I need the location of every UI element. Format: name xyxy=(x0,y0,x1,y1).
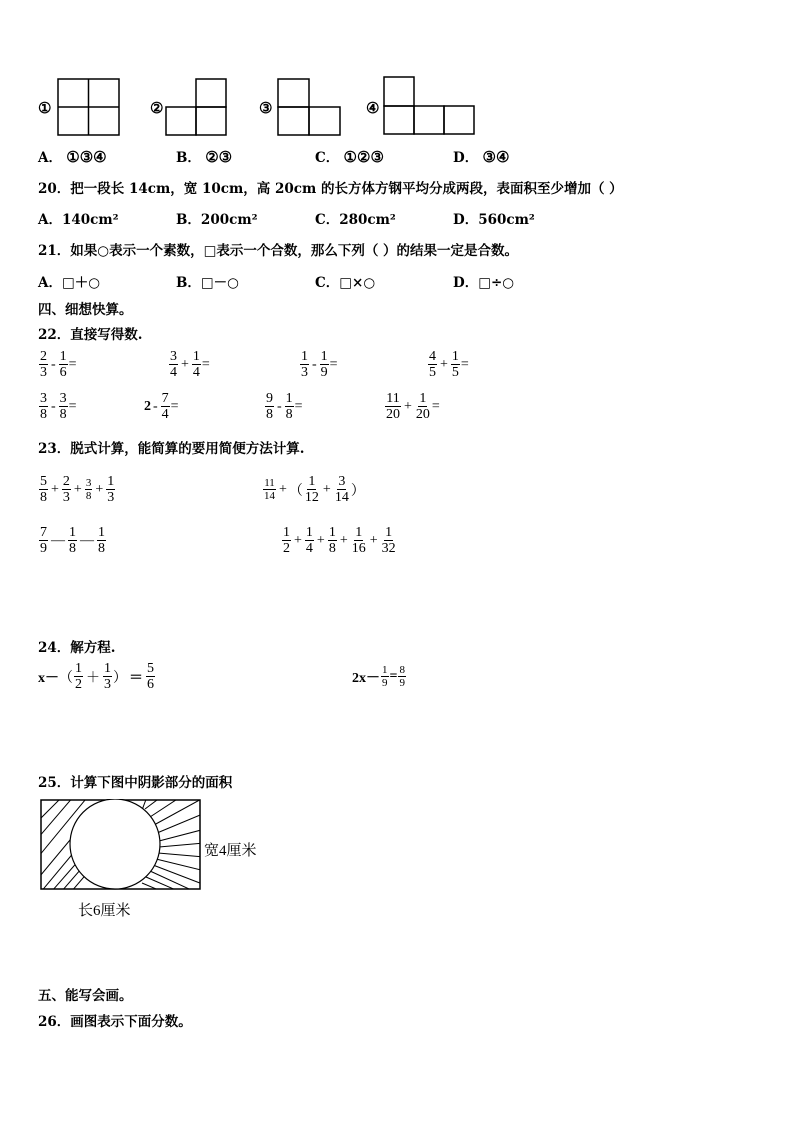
q23-expression-1: $\frac{5}{8}$ + $\frac{2}{3}$ + $\frac{3}{8}$ + $\frac{1}{3}$ xyxy=(40,474,115,505)
fraction: $\frac{1}{8}$ xyxy=(328,525,336,556)
section-4-heading: 四、细想快算。 xyxy=(38,302,133,318)
q24-equation-1: x－ （ $\frac{1}{2}$ ＋ $\frac{1}{3}$ ） ＝ $\frac{5}{6}$ xyxy=(38,661,154,692)
fraction: $\frac{1}{2}$ xyxy=(283,525,290,556)
fraction: $\frac{2}{3}$ xyxy=(62,474,70,505)
fraction: $\frac{1}{8}$ xyxy=(69,525,76,556)
figure-4-grid xyxy=(383,76,477,136)
q24-stem: 24．解方程. xyxy=(38,640,116,656)
fraction: $\frac{2}{3}$ xyxy=(40,349,47,380)
q23-stem: 23．脱式计算，能简算的要用简便方法计算. xyxy=(38,441,305,457)
shaded-rectangle-figure xyxy=(40,799,202,891)
q20-option-c[interactable]: C．280cm² xyxy=(315,212,396,228)
q20-option-a[interactable]: A．140cm² xyxy=(38,212,119,228)
figure-label-4: ④ xyxy=(366,99,380,117)
q20-stem: 20．把一段长 14cm，宽 10cm，高 20cm 的长方体方钢平均分成两段，表面积至少增加（ ） xyxy=(38,181,623,197)
fraction: $\frac{3}{8}$ xyxy=(85,477,92,502)
length-label: 长6厘米 xyxy=(78,903,131,919)
fraction: $\frac{1}{5}$ xyxy=(451,349,459,380)
fraction: $\frac{1}{16}$ xyxy=(351,525,366,556)
fraction: $\frac{1}{9}$ xyxy=(382,664,388,689)
fraction: $\frac{3}{8}$ xyxy=(40,391,47,422)
q22-item-4: $\frac{4}{5}$ + $\frac{1}{5}$ = xyxy=(429,349,469,380)
q21-option-b[interactable]: B．□－○ xyxy=(176,275,239,291)
fraction: $\frac{4}{5}$ xyxy=(429,349,436,380)
q19-option-b[interactable]: B． ②③ xyxy=(176,148,233,166)
fraction: $\frac{1}{3}$ xyxy=(301,349,308,380)
q22-item-3: $\frac{1}{3}$ - $\frac{1}{9}$ = xyxy=(301,349,338,380)
q21-stem: 21．如果○表示一个素数，□表示一个合数，那么下列（ ）的结果一定是合数。 xyxy=(38,243,519,259)
q24-equation-2: 2x－ $\frac{1}{9}$ = $\frac{8}{9}$ xyxy=(352,664,405,689)
fraction: $\frac{1}{6}$ xyxy=(59,349,67,380)
q20-option-d[interactable]: D．560cm² xyxy=(453,212,535,228)
q21-option-c[interactable]: C．□×○ xyxy=(315,275,376,291)
q22-item-6: 2 - $\frac{7}{4}$ = xyxy=(144,391,179,422)
figure-3-grid xyxy=(277,78,343,136)
fraction: $\frac{3}{14}$ xyxy=(334,474,349,505)
figure-label-1: ① xyxy=(38,99,52,117)
fraction: $\frac{11}{14}$ xyxy=(264,477,275,502)
q22-item-1: $\frac{2}{3}$ - $\frac{1}{6}$ = xyxy=(40,349,77,380)
q26-stem: 26．画图表示下面分数。 xyxy=(38,1014,192,1030)
fraction: $\frac{11}{20}$ xyxy=(386,391,400,422)
q23-expression-3: $\frac{7}{9}$ — $\frac{1}{8}$ — $\frac{1}{8}$ xyxy=(40,525,105,556)
fraction: $\frac{5}{6}$ xyxy=(147,661,154,692)
fraction: $\frac{8}{9}$ xyxy=(399,664,405,689)
q23-expression-2: $\frac{11}{14}$ + （ $\frac{1}{12}$ + $\frac{3}{14}$ ） xyxy=(264,474,365,505)
fraction: $\frac{3}{4}$ xyxy=(170,349,177,380)
q19-option-c[interactable]: C． ①②③ xyxy=(315,148,384,166)
fraction: $\frac{1}{8}$ xyxy=(285,391,293,422)
fraction: $\frac{1}{4}$ xyxy=(305,525,313,556)
fraction: $\frac{1}{12}$ xyxy=(304,474,319,505)
fraction: $\frac{1}{3}$ xyxy=(104,661,111,692)
fraction: $\frac{1}{3}$ xyxy=(107,474,115,505)
fraction: $\frac{3}{8}$ xyxy=(59,391,67,422)
fraction: $\frac{1}{9}$ xyxy=(320,349,328,380)
fraction: $\frac{7}{9}$ xyxy=(40,525,47,556)
section-5-heading: 五、能写会画。 xyxy=(38,988,133,1004)
fraction: $\frac{1}{4}$ xyxy=(192,349,200,380)
width-label: 宽4厘米 xyxy=(204,843,257,859)
q21-option-d[interactable]: D．□÷○ xyxy=(453,275,515,291)
figure-1-grid xyxy=(57,78,121,136)
fraction: $\frac{9}{8}$ xyxy=(266,391,273,422)
q21-option-a[interactable]: A．□＋○ xyxy=(38,275,101,291)
q22-item-8: $\frac{11}{20}$ + $\frac{1}{20}$ = xyxy=(386,391,440,422)
fraction: $\frac{7}{4}$ xyxy=(161,391,169,422)
q20-option-b[interactable]: B．200cm² xyxy=(176,212,258,228)
fraction: $\frac{1}{20}$ xyxy=(415,391,430,422)
figure-label-3: ③ xyxy=(259,99,273,117)
q22-item-2: $\frac{3}{4}$ + $\frac{1}{4}$ = xyxy=(170,349,210,380)
fraction: $\frac{5}{8}$ xyxy=(40,474,47,505)
fraction: $\frac{1}{32}$ xyxy=(381,525,396,556)
figure-label-2: ② xyxy=(150,99,164,117)
figure-2-grid xyxy=(165,78,229,136)
q22-item-7: $\frac{9}{8}$ - $\frac{1}{8}$ = xyxy=(266,391,303,422)
q22-stem: 22．直接写得数. xyxy=(38,327,143,343)
fraction: $\frac{1}{2}$ xyxy=(75,661,82,692)
fraction: $\frac{1}{8}$ xyxy=(98,525,105,556)
q23-expression-4: $\frac{1}{2}$ + $\frac{1}{4}$ + $\frac{1}{8}$ + $\frac{1}{16}$ + $\frac{1}{32}$ xyxy=(283,525,396,556)
q25-stem: 25．计算下图中阴影部分的面积 xyxy=(38,775,233,791)
q22-item-5: $\frac{3}{8}$ - $\frac{3}{8}$ = xyxy=(40,391,77,422)
q19-option-d[interactable]: D． ③④ xyxy=(453,148,510,166)
q19-option-a[interactable]: A． ①③④ xyxy=(38,148,107,166)
